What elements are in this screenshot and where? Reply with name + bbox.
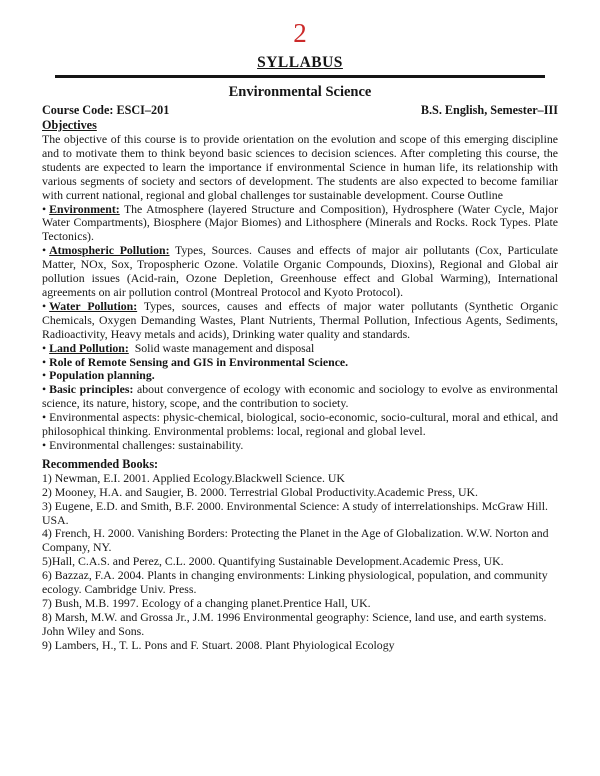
outline-topic: Land Pollution: [49, 340, 129, 355]
outline-topic: Atmospheric Pollution: [49, 243, 170, 258]
bullet-icon: • [42, 437, 47, 452]
book-item: 7) Bush, M.B. 1997. Ecology of a changing planet.Prentice Hall, UK. [42, 596, 371, 610]
bullet-icon: • [42, 410, 47, 425]
book-item: 8) Marsh, M.W. and Grossa Jr., J.M. 1996 Environmental geography: Science, land use, and earth systems. John Wiley and Sons. [42, 609, 547, 638]
outline-item-environmental-aspects [42, 411, 558, 439]
outline-text: about convergence of ecology with economic and sociology to evolve as environmental science, its nature, history, scope, and the contribution to society. [42, 382, 558, 411]
outline-item-remote-sensing [42, 356, 558, 370]
book-item: 3) Eugene, E.D. and Smith, B.F. 2000. Environmental Science: A study of interrelationships. McGraw Hill. USA. [42, 498, 548, 527]
page-number: 2 [293, 18, 307, 48]
outline-topic: Population planning. [49, 368, 155, 383]
outline-text: Types, sources, causes and effects of major water pollutants (Synthetic Organic Chemicals, Oxygen Demanding Wastes, Plant Nutrients, Thermal Pollution, Infectious Agents, Sediments, Radioactivity, Heavy metals and acids), Drinking water quality and standards. [42, 298, 558, 341]
outline-topic: Environment: [49, 201, 120, 216]
outline-item-water-pollution [42, 300, 558, 342]
book-item: 6) Bazzaz, F.A. 2004. Plants in changing environments: Linking physiological, population, and community ecology. Cambridge Univ. Press. [42, 568, 548, 597]
book-item: 1) Newman, E.I. 2001. Applied Ecology.Blackwell Science. UK [42, 470, 345, 485]
book-item: 4) French, H. 2000. Vanishing Borders: Protecting the Planet in the Age of Globalization. W.W. Norton and Company, NY. [42, 526, 549, 555]
outline-text: The Atmosphere (layered Structure and Composition), Hydrosphere (Water Cycle, Major Water Compartments), Biosphere (Major Biomes) and Lithosphere (Minerals and Rocks. Rock Types. Plate Tectonics). [42, 201, 558, 244]
outline-text: Types, Sources. Causes and effects of major air pollutants (Cox, Particulate Matter, NOx, Sox, Tropospheric Ozone. Volatile Organic Compounds, Dioxins), Regional and Global air pollution issues (Acid-rain, Ozone Depletion, Greenhouse effect and Global Warming), International agreements on air pollution control (Montreal Protocol and Kyoto Protocol). [42, 243, 558, 299]
bullet-icon: • [42, 354, 47, 369]
outline-item-atmospheric-pollution [42, 244, 558, 300]
outline-topic: Water Pollution: [49, 298, 138, 313]
bullet-icon: • [42, 298, 47, 313]
outline-item-population-planning [42, 369, 558, 383]
outline-item-basic-principles [42, 383, 558, 411]
outline-item-environmental-challenges [42, 439, 558, 453]
bullet-icon: • [42, 382, 47, 397]
book-item: 5)Hall, C.A.S. and Perez, C.L. 2000. Quantifying Sustainable Development.Academic Press, UK. [42, 554, 504, 569]
bullet-icon: • [42, 243, 47, 258]
course-code: Course Code: ESCI–201 [42, 103, 170, 117]
objectives-heading: Objectives [42, 118, 97, 132]
recommended-books-heading: Recommended Books: [42, 456, 159, 471]
course-meta-row [42, 103, 558, 118]
program-semester: B.S. English, Semester–III [420, 103, 558, 117]
outline-topic: Basic principles: [49, 382, 134, 397]
page-title: SYLLABUS [257, 54, 343, 71]
outline-text: Environmental challenges: sustainability. [49, 437, 244, 452]
bullet-icon: • [42, 340, 47, 355]
outline-text: Environmental aspects: physic-chemical, biological, socio-economic, socio-cultural, moral and ethical, and philosophical thinking. Environmental problems: local, regional and global level. [42, 410, 558, 439]
bullet-icon: • [42, 368, 47, 383]
objectives-paragraph: The objective of this course is to provide orientation on the evolution and scope of this emerging discipline and to motivate them to think beyond basic sciences to decision sciences. After completing this course, the students are expected to learn the importance if environmental Science in human life, its relationship with various segments of society and sectors of development. The students are also expected to become familiar with current national, regional and global challenges tor sustainable development. Course Outline [42, 132, 558, 202]
outline-item-environment [42, 203, 558, 245]
outline-topic: Role of Remote Sensing and GIS in Environmental Science. [49, 354, 349, 369]
book-item: 2) Mooney, H.A. and Saugier, B. 2000. Terrestrial Global Productivity.Academic Press, UK. [42, 484, 478, 499]
bullet-icon: • [42, 201, 47, 216]
course-title: Environmental Science [228, 84, 372, 100]
outline-text: Solid waste management and disposal [128, 340, 315, 355]
book-item: 9) Lambers, H., T. L. Pons and F. Stuart. 2008. Plant Phyiological Ecology [42, 637, 395, 652]
title-divider [55, 75, 545, 78]
outline-item-land-pollution [42, 342, 558, 356]
